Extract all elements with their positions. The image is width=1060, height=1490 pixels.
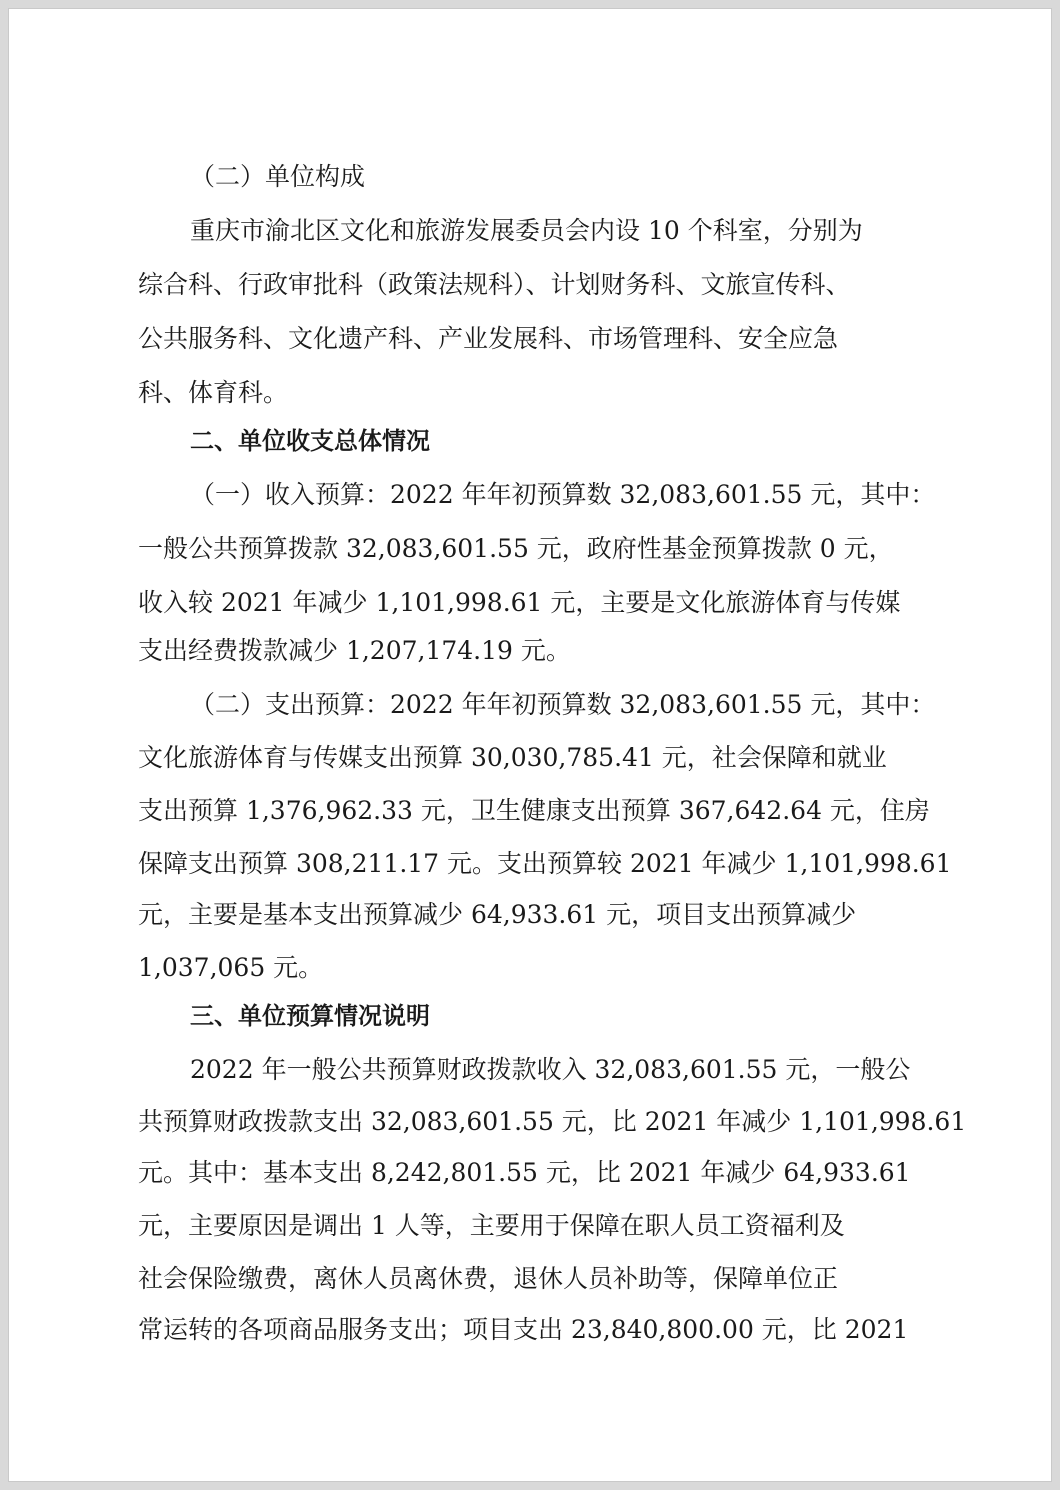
paragraph-line: 共预算财政拨款支出 32,083,601.55 元，比 2021 年减少 1,101,998.61 <box>138 1107 967 1136</box>
paragraph-line: 2022 年一般公共预算财政拨款收入 32,083,601.55 元，一般公 <box>190 1055 911 1084</box>
paragraph-line: 文化旅游体育与传媒支出预算 30,030,785.41 元，社会保障和就业 <box>138 743 887 772</box>
paragraph-line: 支出预算 1,376,962.33 元，卫生健康支出预算 367,642.64 元，住房 <box>138 796 930 825</box>
subheading-unit-composition: （二）单位构成 <box>190 162 366 191</box>
paragraph-line: 科、体育科。 <box>138 378 289 407</box>
paragraph-line: 保障支出预算 308,211.17 元。支出预算较 2021 年减少 1,101,998.61 <box>138 849 952 878</box>
paragraph-line: 1,037,065 元。 <box>138 953 324 982</box>
paragraph-line: 综合科、行政审批科（政策法规科）、计划财务科、文旅宣传科、 <box>138 270 851 299</box>
paragraph-line: 元，主要原因是调出 1 人等，主要用于保障在职人员工资福利及 <box>138 1211 845 1240</box>
section-heading-budget-explanation: 三、单位预算情况说明 <box>190 1002 430 1030</box>
paragraph-line: （一）收入预算：2022 年年初预算数 32,083,601.55 元，其中： <box>190 480 936 509</box>
paragraph-line: 公共服务科、文化遗产科、产业发展科、市场管理科、安全应急 <box>138 324 839 353</box>
paragraph-line: 常运转的各项商品服务支出；项目支出 23,840,800.00 元，比 2021 <box>138 1315 909 1344</box>
paragraph-line: 重庆市渝北区文化和旅游发展委员会内设 10 个科室，分别为 <box>190 216 863 245</box>
paragraph-line: 支出经费拨款减少 1,207,174.19 元。 <box>138 636 571 665</box>
paragraph-line: 社会保险缴费，离休人员离休费，退休人员补助等，保障单位正 <box>138 1264 839 1293</box>
paragraph-line: 一般公共预算拨款 32,083,601.55 元，政府性基金预算拨款 0 元， <box>138 534 894 563</box>
paragraph-line: 元。其中：基本支出 8,242,801.55 元，比 2021 年减少 64,933.61 <box>138 1158 911 1187</box>
document-page <box>9 9 1051 1481</box>
paragraph-line: （二）支出预算：2022 年年初预算数 32,083,601.55 元，其中： <box>190 690 936 719</box>
paragraph-line: 元，主要是基本支出预算减少 64,933.61 元，项目支出预算减少 <box>138 900 857 929</box>
paragraph-line: 收入较 2021 年减少 1,101,998.61 元，主要是文化旅游体育与传媒 <box>138 588 901 617</box>
section-heading-income-expense: 二、单位收支总体情况 <box>190 427 430 455</box>
